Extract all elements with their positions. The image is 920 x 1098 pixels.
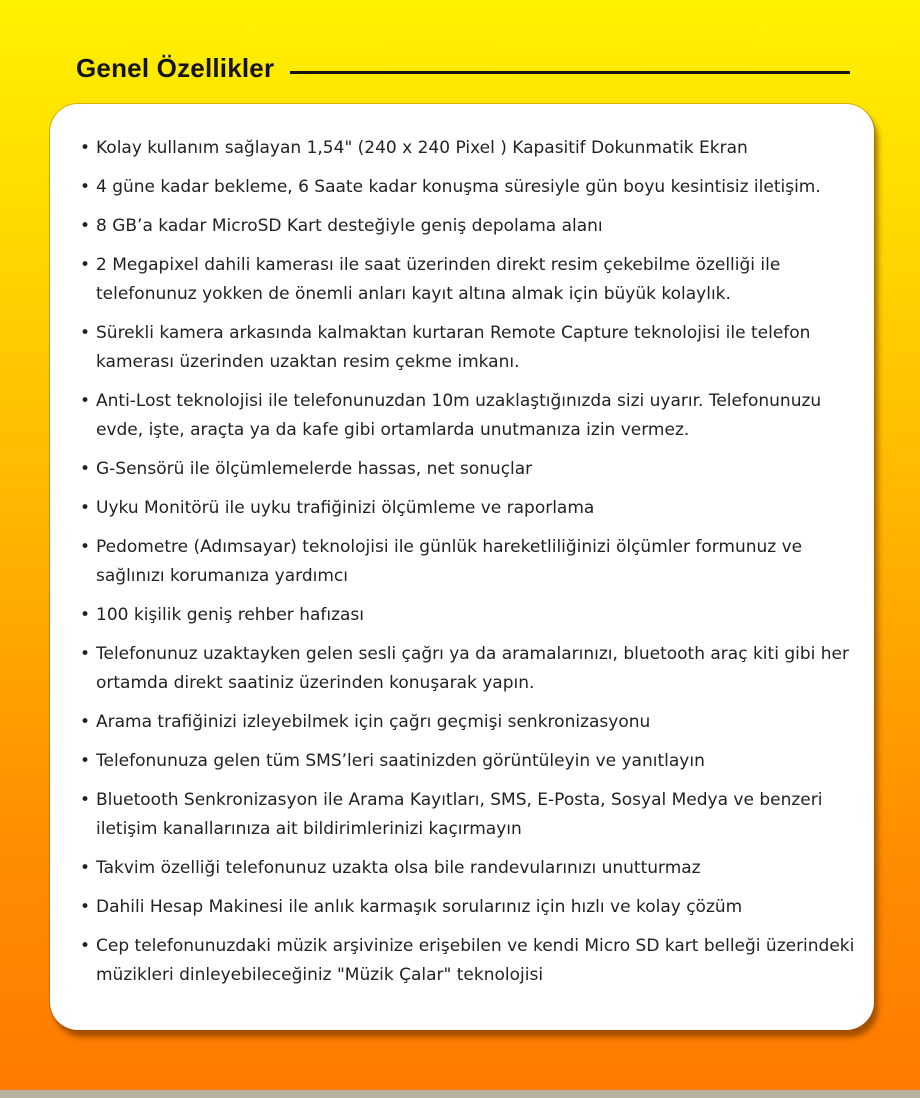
feature-item-call-history: • Arama trafiğinizi izleyebilmek için çağrı geçmişi senkronizasyonu [80, 708, 856, 737]
feature-item-anti-lost: • Anti-Lost teknolojisi ile telefonunuzdan 10m uzaklaştığınızda sizi uyarır. Telefonunuzu evde, işte, araçta ya da kafe gibi ortamlarda unutmanıza izin vermez. [80, 387, 856, 445]
footer-strip [0, 1090, 920, 1098]
section-header [76, 50, 850, 86]
feature-item-camera: • 2 Megapixel dahili kamerası ile saat üzerinden direkt resim çekebilme özelliği ile telefonunuz yokken de önemli anları kayıt altına almak için büyük kolaylık. [80, 251, 856, 309]
feature-item-calculator: • Dahili Hesap Makinesi ile anlık karmaşık sorularınız için hızlı ve kolay çözüm [80, 893, 856, 922]
feature-item-pedometer: • Pedometre (Adımsayar) teknolojisi ile günlük hareketliliğinizi ölçümler formunuz ve sağlınızı korumanıza yardımcı [80, 533, 856, 591]
feature-item-sleep-monitor: • Uyku Monitörü ile uyku trafiğinizi ölçümleme ve raporlama [80, 494, 856, 523]
section-title: Genel Özellikler [76, 52, 275, 83]
feature-item-contacts: • 100 kişilik geniş rehber hafızası [80, 601, 856, 630]
feature-item-battery: • 4 güne kadar bekleme, 6 Saate kadar konuşma süresiyle gün boyu kesintisiz iletişim. [80, 173, 856, 202]
feature-item-remote-capture: • Sürekli kamera arkasında kalmaktan kurtaran Remote Capture teknolojisi ile telefon kamerası üzerinden uzaktan resim çekme imkanı. [80, 319, 856, 377]
feature-list [80, 134, 856, 1000]
title-underline [290, 71, 850, 74]
feature-item-touchscreen: • Kolay kullanım sağlayan 1,54" (240 x 240 Pixel ) Kapasitif Dokunmatik Ekran [80, 134, 856, 163]
features-card [50, 104, 874, 1030]
feature-item-notifications: • Bluetooth Senkronizasyon ile Arama Kayıtları, SMS, E-Posta, Sosyal Medya ve benzeri iletişim kanallarınıza ait bildirimlerinizi kaçırmayın [80, 786, 856, 844]
feature-item-calendar: • Takvim özelliği telefonunuz uzakta olsa bile randevularınızı unutturmaz [80, 854, 856, 883]
feature-item-g-sensor: • G-Sensörü ile ölçümlemelerde hassas, net sonuçlar [80, 455, 856, 484]
feature-item-sms: • Telefonunuza gelen tüm SMS’leri saatinizden görüntüleyin ve yanıtlayın [80, 747, 856, 776]
feature-item-calls: • Telefonunuz uzaktayken gelen sesli çağrı ya da aramalarınızı, bluetooth araç kiti gibi her ortamda direkt saatiniz üzerinden konuşarak yapın. [80, 640, 856, 698]
feature-item-music-player: • Cep telefonunuzdaki müzik arşivinize erişebilen ve kendi Micro SD kart belleği üzerindeki müzikleri dinleyebileceğiniz "Müzik Çalar" teknolojisi [80, 932, 856, 990]
feature-item-storage: • 8 GB’a kadar MicroSD Kart desteğiyle geniş depolama alanı [80, 212, 856, 241]
